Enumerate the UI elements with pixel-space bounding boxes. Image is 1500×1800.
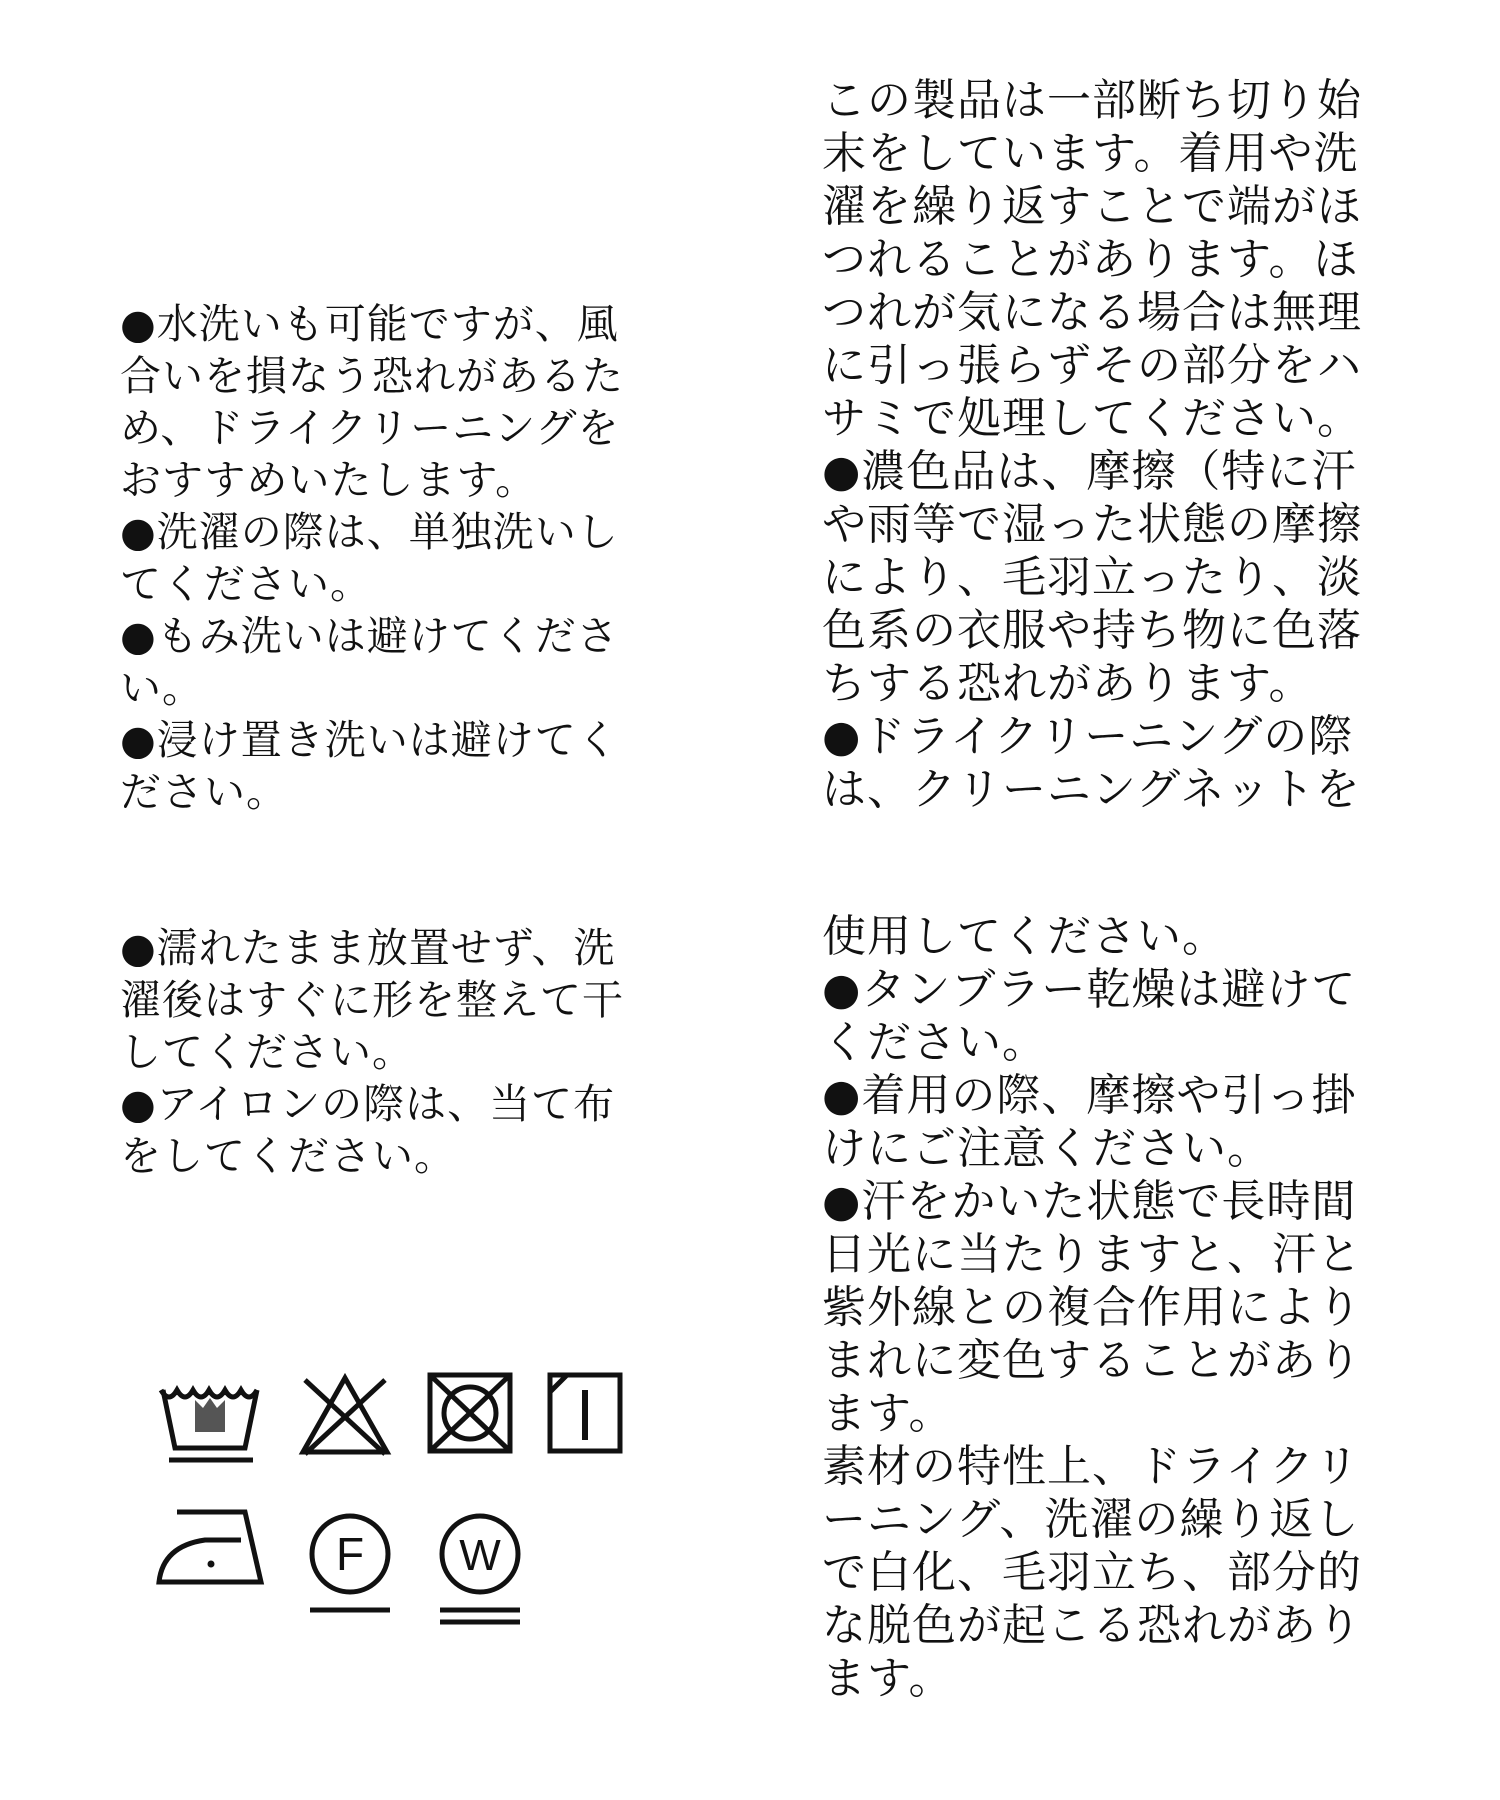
- iron-low-icon: [153, 1500, 273, 1590]
- care-symbols: [155, 1360, 575, 1640]
- wet-clean-w-icon: [430, 1510, 530, 1630]
- line-dry-icon: [545, 1370, 625, 1456]
- no-bleach-icon: [295, 1370, 395, 1460]
- no-tumble-dry-icon: [425, 1370, 515, 1456]
- dry-clean-f-icon: [300, 1510, 400, 1620]
- care-notes-right-top-text: この製品は一部断ち切り始 末をしています。着用や洗 濯を繰り返すことで端がほ つれることがあります。ほ つれが気になる場合は無理 に引っ張らずその部分をハ サミで処理してください。 ●濃色品は、摩擦（特に汗 や雨等で湿った状態の摩擦 により、毛羽立ったり、淡 色系の衣服や持ち物に色落 ちする恐れがあります。 ●ドライクリーニングの際 は、クリーニングネットを: [822, 75, 1362, 815]
- care-notes-right-top: [822, 74, 1422, 816]
- care-notes-left-top-text: ●水洗いも可能ですが、風 合いを損なう恐れがあるた め、ドライクリーニングを おすすめいたします。 ●洗濯の際は、単独洗いし てください。 ●もみ洗いは避けてくださ い。 ●浸け置き洗いは避けてく ださい。: [120, 300, 624, 816]
- dry-clean-letter: F: [335, 1528, 365, 1580]
- hand-wash-icon: [155, 1360, 265, 1470]
- care-notes-right-bottom-text: 使用してください。 ●タンブラー乾燥は避けて ください。 ●着用の際、摩擦や引っ掛 けにご注意ください。 ●汗をかいた状態で長時間 日光に当たりますと、汗と 紫外線との複合作用により まれに変色することがあり ます。 素材の特性上、ドライクリ ーニング、洗濯の繰り返し で白化、毛羽立ち、部分的 な脱色が起こる恐れがあり ます。: [822, 911, 1362, 1704]
- care-notes-left-top: [120, 298, 680, 818]
- wet-clean-letter: W: [459, 1531, 501, 1580]
- care-notes-left-bottom-text: ●濡れたまま放置せず、洗 濯後はすぐに形を整えて干 してください。 ●アイロンの際は、当て布 をしてください。: [120, 924, 624, 1180]
- care-notes-right-bottom: [822, 910, 1422, 1705]
- care-notes-left-bottom: [120, 922, 680, 1182]
